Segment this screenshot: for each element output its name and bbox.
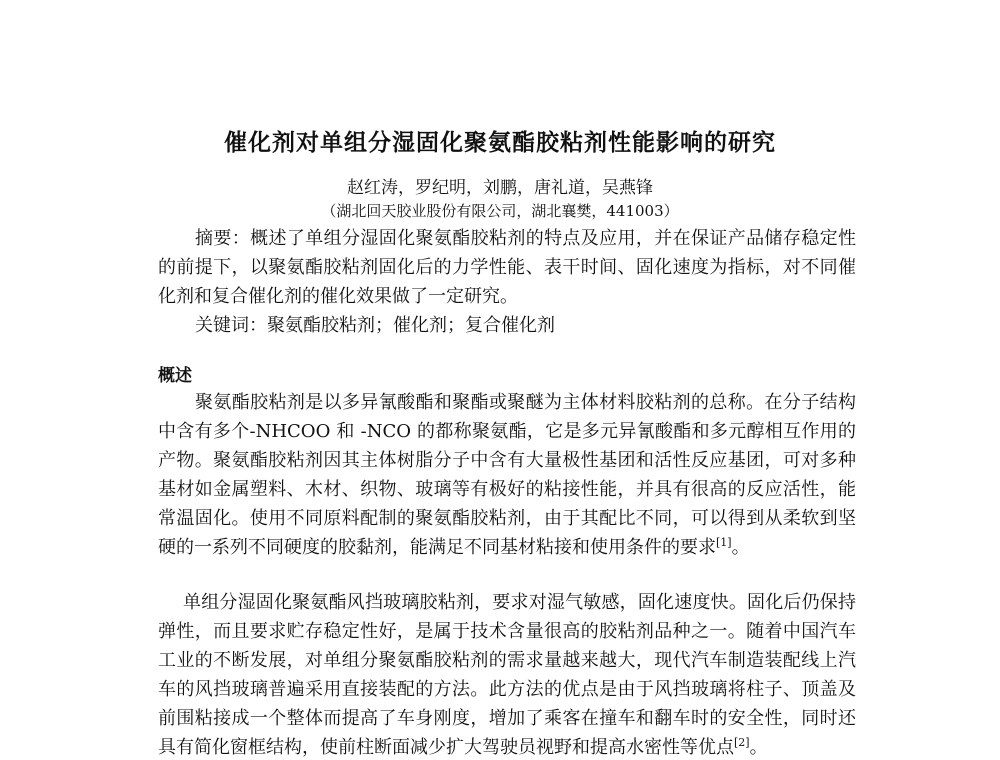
paragraph-2-text: 单组分湿固化聚氨酯风挡玻璃胶粘剂，要求对湿气敏感，固化速度快。固化后仍保持弹性，而且要求贮存稳定性好，是属于技术含量很高的胶粘剂品种之一。随着中国汽车工业的不断发展，对单组分聚氨酯胶粘剂的需求量越来越大，现代汽车制造装配线上汽车的风挡玻璃普遍采用直接装配的方法。此方法的优点是由于风挡玻璃将柱子、顶盖及前围粘接成一个整体而提高了车身刚度，增加了乘客在撞车和翻车时的安全性，同时还具有简化窗框结构，使前柱断面减少扩大驾驶员视野和提高水密性等优点 (158, 592, 856, 758)
affiliation: （湖北回天胶业股份有限公司，湖北襄樊，441003） (321, 202, 679, 220)
abstract (158, 224, 856, 311)
paper-title: 催化剂对单组分湿固化聚氨酯胶粘剂性能影响的研究 (224, 130, 776, 156)
section-heading: 概述 (158, 366, 192, 386)
abstract-text: 概述了单组分湿固化聚氨酯胶粘剂的特点及应用，并在保证产品储存稳定性的前提下，以聚氨酯胶粘剂固化后的力学性能、表干时间、固化速度为指标，对不同催化剂和复合催化剂的催化效果做了一定研究。 (158, 228, 857, 307)
author-list: 赵红涛，罗纪明，刘鹏，唐礼道，吴燕锋 (347, 178, 653, 198)
body-paragraph-1 (158, 388, 856, 562)
abstract-label: 摘要： (195, 228, 251, 249)
citation-ref-2: [2] (734, 736, 750, 749)
keywords-text: 聚氨酯胶粘剂；催化剂；复合催化剂 (267, 315, 555, 336)
paragraph-2-end: 。 (749, 737, 768, 758)
body-paragraph-2 (158, 588, 856, 760)
paragraph-1-end: 。 (731, 537, 750, 558)
citation-ref-1: [1] (716, 536, 732, 549)
keywords (158, 311, 856, 340)
paragraph-1-text: 聚氨酯胶粘剂是以多异氰酸酯和聚酯或聚醚为主体材料胶粘剂的总称。在分子结构中含有多个-NHCOO 和 -NCO 的都称聚氨酯，它是多元异氰酸酯和多元醇相互作用的产物。聚氨酯胶粘剂因其主体树脂分子中含有大量极性基团和活性反应基团，可对多种基材如金属塑料、木材、织物、玻璃等有极好的粘接性能，并具有很高的反应活性，能常温固化。使用不同原料配制的聚氨酯胶粘剂，由于其配比不同，可以得到从柔软到坚硬的一系列不同硬度的胶黏剂，能满足不同基材粘接和使用条件的要求 (158, 392, 856, 558)
keywords-label: 关键词： (195, 315, 267, 336)
